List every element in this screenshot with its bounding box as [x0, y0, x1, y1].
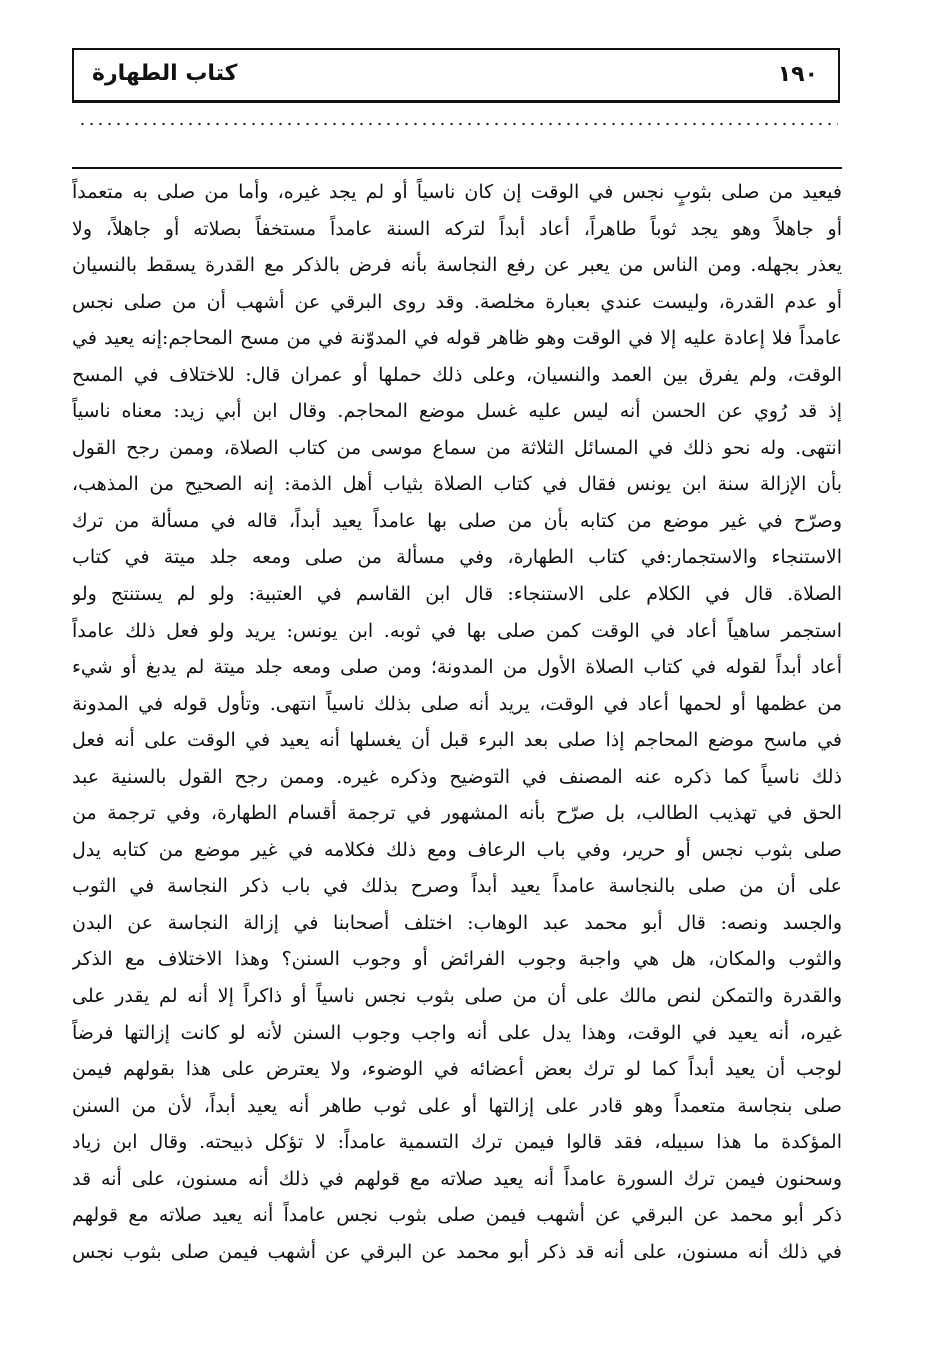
text-line: والجسد ونصه: قال أبو محمد عبد الوهاب: اختلف أصحابنا في إزالة النجاسة عن البدن: [72, 911, 842, 934]
text-line: المؤكدة ما هذا سبيله، فقد قالوا فيمن ترك التسمية عامداً: لا تؤكل ذبيحته. وقال ابن زياد: [72, 1131, 842, 1154]
text-line: أو جاهلاً وهو يجد ثوباً طاهراً، أعاد أبداً لتركه السنة عامداً مستخفاً بصلاته أو جاهلاً، ولا: [72, 217, 842, 240]
text-line: ذكر أبو محمد عن البرقي عن أشهب فيمن صلى بثوب نجس عامداً أنه يعيد صلاته مع قولهم: [72, 1204, 842, 1227]
text-line: صلى بنجاسة متعمداً وهو قادر على إزالتها أو على ثوب طاهر أنه يعيد أبداً، لأن من السنن: [72, 1094, 842, 1117]
text-line: أو عدم القدرة، وليست عندي بعبارة مخلصة. وقد روى البرقي عن أشهب أن من صلى نجس: [72, 290, 842, 313]
book-title: كتاب الطهارة: [92, 61, 238, 86]
text-line: بأن الإزالة سنة ابن يونس فقال في كتاب الصلاة بثياب أهل الذمة: إنه الصحيح من المذهب،: [72, 473, 842, 496]
text-line: في ماسح موضع المحاجم إذا صلى بعد البرء قبل أن يغسلها أنه يعيد في الوقت على أنه فعل: [72, 729, 842, 752]
text-line: استجمر ساهياً أعاد في الوقت كمن صلى بها في ثوبه. ابن يونس: يريد ولو فعل ذلك عامداً: [72, 619, 842, 642]
body-text: [72, 174, 842, 1270]
text-line: فيعيد من صلى بثوبٍ نجس في الوقت إن كان ناسياً أو لم يجد غيره، وأما من صلى به متعمداً: [72, 181, 842, 203]
page-number: ١٩٠: [777, 62, 818, 87]
text-line: على أن من صلى بالنجاسة عامداً يعيد أبداً وصرح بذلك في باب ذكر النجاسة في الثوب: [72, 875, 842, 898]
text-line: وصرّح في غير موضع من كتابه بأن من صلى بها عامداً يعيد أبداً، قاله في مسألة من ترك: [72, 509, 842, 532]
dotted-separator: [78, 122, 838, 126]
text-line: لوجب أن يعيد أبداً كما لو ترك بعض أعضائه في الوضوء، ولا يعترض على هذا بقولهم فيمن: [72, 1058, 842, 1081]
text-line: الاستنجاء والاستجمار:في كتاب الطهارة، وفي مسألة من صلى ومعه جلد ميتة في كتاب: [72, 546, 842, 569]
text-line: يعذر بجهله. ومن الناس من يعبر عن رفع النجاسة بأنه فرض بالذكر مع القدرة يسقط بالنسيان: [72, 254, 842, 277]
text-line: صلى بثوب نجس أو حرير، وفي باب الرعاف ومع ذلك فكلامه في غير موضع من كتابه يدل: [72, 838, 842, 861]
horizontal-rule: [72, 167, 842, 169]
text-line: ذلك ناسياً كما ذكره عنه المصنف في التوضيح وذكره غيره. وممن رجح القول بالسنية عبد: [72, 765, 842, 788]
text-line: الصلاة. قال في الكلام على الاستنجاء: قال ابن القاسم في العتبية: ولو لم يستنتج ولو: [72, 583, 842, 606]
text-line: في ذلك أنه مسنون، على أنه قد ذكر أبو محمد عن البرقي عن أشهب فيمن صلى بثوب نجس: [72, 1240, 842, 1263]
text-line: غيره، أنه يعيد في الوقت، وهذا يدل على أنه واجب وجوب السنن لأنه لو كانت إزالتها فرضاً: [72, 1021, 842, 1044]
text-line: انتهى. وله نحو ذلك في المسائل الثلاثة من سماع موسى من كتاب الصلاة، وممن رجح القول: [72, 436, 842, 459]
text-line: الوقت، ولم يفرق بين العمد والنسيان، وعلى ذلك حملها أو عمران قال: للاختلاف في المسح: [72, 363, 842, 386]
text-line: الحق في تهذيب الطالب، بل صرّح بأنه المشهور في ترجمة أقسام الطهارة، وفي ترجمة من: [72, 802, 842, 825]
text-line: عامداً فلا إعادة عليه إلا في الوقت وهو ظاهر قوله في المدوّنة في من مسح المحاجم:إنه يعيد في: [72, 327, 842, 350]
text-line: والقدرة والتمكن لنص مالك على أن من صلى بثوب نجس ناسياً أو ذاكراً إلا أنه لم يقدر على: [72, 985, 842, 1008]
text-line: والثوب والمكان، هل هي واجبة وجوب الفرائض أو وجوب السنن؟ وهذا الاختلاف مع الذكر: [72, 948, 842, 971]
text-line: أعاد أبداً لقوله في كتاب الصلاة الأول من المدونة؛ ومن صلى ومعه جلد ميتة لم يدبغ أو شيء: [72, 656, 842, 679]
page-header: [72, 48, 840, 103]
text-line: من عظمها أو لحمها أعاد في الوقت، يريد أنه صلى بذلك ناسياً انتهى. وتأول قوله في المدونة: [72, 692, 842, 715]
text-line: وسحنون فيمن ترك السورة عامداً أنه يعيد صلاته مع قولهم في ذلك أنه مسنون، على أنه قد: [72, 1167, 842, 1190]
text-line: إذ قد رُوي عن الحسن أنه ليس عليه غسل موضع المحاجم. وقال ابن أبي زيد: معناه ناسياً: [72, 400, 842, 423]
